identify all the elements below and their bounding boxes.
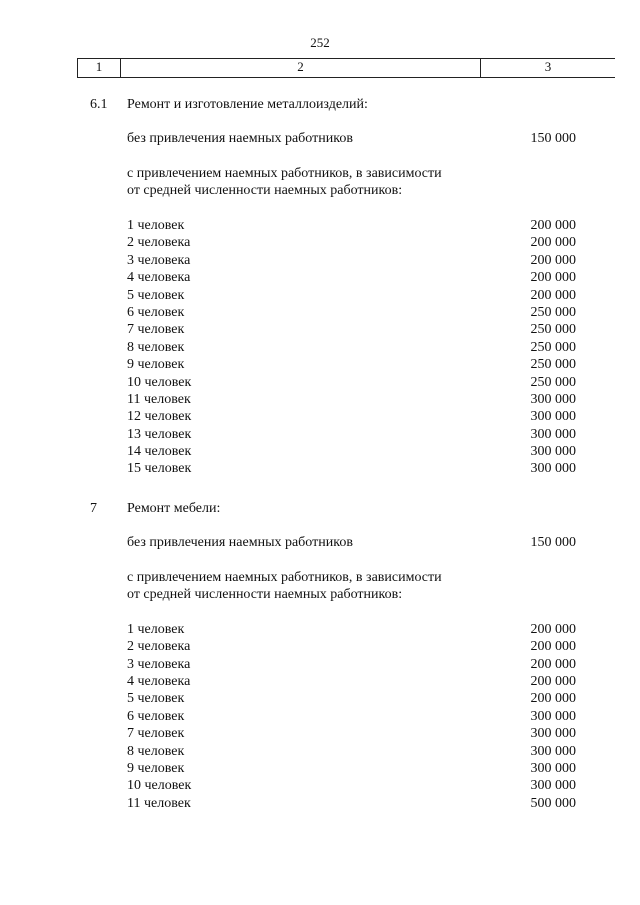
worker-count-label: 4 человека [127, 674, 191, 690]
amount-value: 250 000 [530, 357, 576, 373]
worker-count-label: 6 человек [127, 708, 185, 724]
workers-list [0, 217, 640, 478]
section-6-1 [0, 96, 640, 478]
list-item [127, 269, 576, 286]
list-item [127, 217, 576, 234]
no-workers-row [127, 534, 576, 551]
list-item [127, 321, 576, 338]
amount-value: 300 000 [530, 743, 576, 759]
amount-value: 250 000 [530, 374, 576, 390]
amount-value: 250 000 [530, 304, 576, 320]
intro-line: с привлечением наемных работников, в зависимости [127, 569, 442, 585]
worker-count-label: 3 человека [127, 656, 191, 672]
list-item [127, 426, 576, 443]
amount-value: 200 000 [530, 287, 576, 303]
section-7 [0, 500, 640, 812]
worker-count-label: 11 человек [127, 795, 191, 811]
list-item [127, 690, 576, 707]
section-title: Ремонт и изготовление металлоизделий: [127, 97, 368, 112]
worker-count-label: 14 человек [127, 444, 192, 460]
page-number: 252 [310, 35, 330, 50]
amount-value: 200 000 [530, 656, 576, 672]
no-workers-label: без привлечения наемных работников [127, 131, 353, 146]
amount-value: 200 000 [530, 218, 576, 233]
worker-count-label: 2 человека [127, 639, 191, 655]
intro-line: от средней численности наемных работников: [127, 586, 403, 602]
worker-count-label: 9 человек [127, 357, 185, 373]
worker-count-label: 7 человек [127, 322, 185, 338]
worker-count-label: 3 человека [127, 252, 191, 268]
amount-value: 500 000 [530, 795, 576, 811]
worker-count-label: 2 человека [127, 235, 191, 251]
workers-intro [127, 569, 640, 603]
list-item [127, 621, 576, 638]
amount-value: 300 000 [530, 391, 576, 407]
worker-count-label: 10 человек [127, 374, 192, 390]
worker-count-label: 5 человек [127, 287, 185, 303]
amount-value: 200 000 [530, 270, 576, 286]
amount-value: 250 000 [530, 339, 576, 355]
column-header-3: 3 [544, 59, 552, 74]
list-item [127, 777, 576, 794]
amount-value: 200 000 [530, 639, 576, 655]
column-header-2: 2 [121, 59, 481, 77]
worker-count-label: 11 человек [127, 391, 191, 407]
amount-value: 250 000 [530, 322, 576, 338]
worker-count-label: 9 человек [127, 760, 185, 776]
list-item [127, 708, 576, 725]
worker-count-label: 6 человек [127, 304, 185, 320]
amount-value: 200 000 [530, 252, 576, 268]
amount-value: 200 000 [530, 691, 576, 707]
amount-value: 200 000 [530, 674, 576, 690]
amount-value: 300 000 [530, 409, 576, 425]
section-number: 7 [90, 500, 97, 516]
column-header-1: 1 [78, 59, 121, 77]
worker-count-label: 12 человек [127, 409, 192, 425]
worker-count-label: 1 человек [127, 218, 185, 233]
list-item [127, 638, 576, 655]
column-header-row [77, 58, 615, 78]
list-item [127, 339, 576, 356]
amount-value: 300 000 [530, 461, 576, 477]
no-workers-row [127, 130, 576, 147]
amount-value: 300 000 [530, 426, 576, 442]
list-item [127, 391, 576, 408]
no-workers-value: 150 000 [530, 131, 576, 146]
intro-line: от средней численности наемных работников: [127, 183, 403, 198]
amount-value: 300 000 [530, 444, 576, 460]
list-item [127, 408, 576, 425]
worker-count-label: 8 человек [127, 339, 185, 355]
intro-line: с привлечением наемных работников, в зависимости [127, 166, 442, 181]
workers-list [0, 621, 640, 812]
list-item [127, 743, 576, 760]
worker-count-label: 7 человек [127, 726, 185, 742]
document-body [0, 96, 640, 812]
amount-value: 300 000 [530, 708, 576, 724]
list-item [127, 304, 576, 321]
list-item [127, 287, 576, 304]
amount-value: 300 000 [530, 778, 576, 794]
section-number: 6.1 [90, 97, 108, 112]
list-item [127, 234, 576, 251]
list-item [127, 725, 576, 742]
worker-count-label: 1 человек [127, 621, 185, 637]
list-item [127, 656, 576, 673]
worker-count-label: 10 человек [127, 778, 192, 794]
list-item [127, 356, 576, 373]
amount-value: 300 000 [530, 726, 576, 742]
list-item [127, 374, 576, 391]
no-workers-value: 150 000 [530, 534, 576, 550]
worker-count-label: 15 человек [127, 461, 192, 477]
worker-count-label: 4 человека [127, 270, 191, 286]
list-item [127, 443, 576, 460]
list-item [127, 760, 576, 777]
list-item [127, 460, 576, 477]
no-workers-label: без привлечения наемных работников [127, 534, 353, 550]
workers-intro [127, 165, 640, 199]
amount-value: 200 000 [530, 621, 576, 637]
amount-value: 300 000 [530, 760, 576, 776]
worker-count-label: 13 человек [127, 426, 192, 442]
list-item [127, 795, 576, 812]
worker-count-label: 8 человек [127, 743, 185, 759]
list-item [127, 673, 576, 690]
list-item [127, 252, 576, 269]
section-title: Ремонт мебели: [127, 500, 221, 516]
amount-value: 200 000 [530, 235, 576, 251]
worker-count-label: 5 человек [127, 691, 185, 707]
